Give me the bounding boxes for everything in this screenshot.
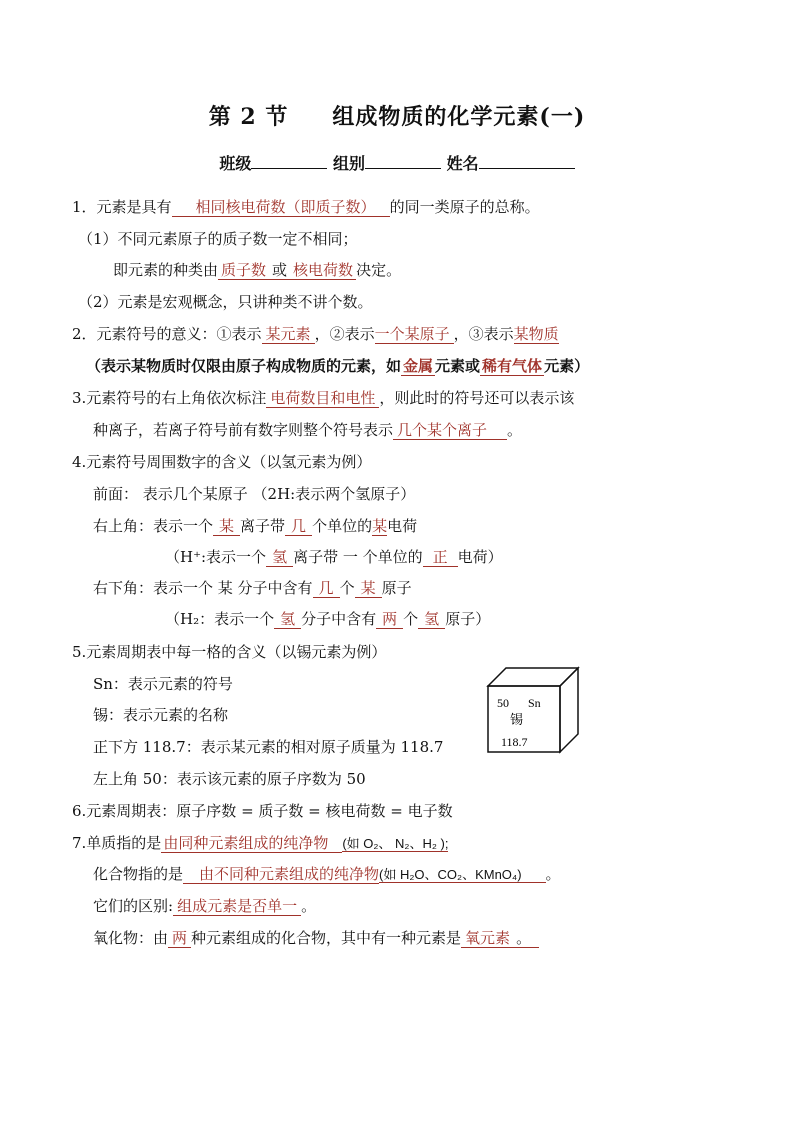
q3-text: 3.元素符号的右上角依次标注 [72,389,267,407]
q2-note-text2: 元素或 [435,357,481,375]
q4-ur-text: 右上角：表示一个 [93,517,214,535]
student-info-line [0,151,794,174]
q7-answer4: 两 [168,929,191,948]
q7-line4 [93,928,539,948]
q7-line3 [93,896,316,916]
q4-lr-text2: 个 [339,579,355,597]
q1-sub2-text: 即元素的种类由 [113,261,219,279]
q1-sub2-or: 或 [269,261,290,280]
cell-element-name: 锡 [510,713,524,728]
cell-top-face [488,668,578,686]
q7-text3: 它们的区别: [93,897,174,915]
q7-answer1: 由同种元素组成的纯净物 [161,834,342,853]
q4-ur-text2: 离子带 [240,517,286,535]
q7-answer3: 组成元素是否单一 [173,897,301,916]
q4-lr-end: 原子 [381,579,412,597]
q3-answer2: 几个某个离子 [393,421,507,440]
q7-answer2: 由不同种元素组成的纯净物 [183,865,379,884]
q5-line1: Sn：表示元素的符号 [93,675,233,693]
q4-ur-answer2: 几 [285,517,312,536]
q6-line: 6.元素周期表：原子序数 = 质子数 = 核电荷数 = 电子数 [72,802,453,820]
q2-answer2: 一个某原子 [375,325,454,344]
q7-line2-end: 。 [545,865,561,883]
cell-atomic-number: 50 [497,696,509,710]
q7-text2: 化合物指的是 [93,865,184,883]
q4-ex2-end: 原子） [445,610,491,628]
q1-text: 1．元素是具有 [72,198,172,216]
q3-line2 [93,420,522,440]
q7-line2 [93,864,561,885]
q2-text3: ，③表示 [453,325,514,343]
q4-ur-answer3: 某 [372,517,388,535]
q4-ex2-text2: 分子中含有 [301,610,377,628]
q5-line4: 左上角 50：表示该元素的原子序数为 50 [93,770,366,788]
q2-note-text: （表示某物质时仅限由原子构成物质的元素，如 [86,357,402,375]
q4-ur-end: 电荷 [387,517,418,535]
name-blank[interactable] [479,152,575,169]
q4-ex2-answer3: 氢 [418,610,445,629]
q4-front: 前面： 表示几个某原子 （2H:表示两个氢原子） [93,485,416,503]
q4-lr-text: 右下角：表示一个 某 分子中含有 [93,579,313,597]
group-blank[interactable] [365,152,441,169]
q4-ur-answer1: 某 [213,517,240,536]
q7-text: 7.单质指的是 [72,834,162,852]
q1-sub2-answer1: 质子数 [218,261,269,280]
name-label: 姓名 [446,154,479,173]
q1-sub2-end: 决定。 [356,261,402,279]
q4-ex2-answer2: 两 [376,610,403,629]
section-title: 组成物质的化学元素(一) [332,104,586,130]
q4-lr-answer1: 几 [313,579,340,598]
q4-upper-right [93,516,417,536]
q1-sub1: （1）不同元素原子的质子数一定不相同； [78,230,358,248]
q4-example1 [165,547,503,567]
q1-sub2 [113,260,401,280]
q2-text2: ，②表示 [314,325,375,343]
q4-head: 4.元素符号周围数字的含义（以氢元素为例） [72,453,372,471]
section-number: 第 2 节 [208,104,289,130]
page-title [0,100,794,131]
q5-line3: 正下方 118.7：表示某元素的相对原子质量为 118.7 [93,738,444,756]
q2-note-answer2: 稀有气体 [482,357,543,375]
q2-line [72,324,559,344]
q5-head: 5.元素周期表中每一格的含义（以锡元素为例） [72,643,387,661]
q2-note [86,356,589,376]
q4-ur-text3: 个单位的 [312,517,373,535]
q3-text2: ，则此时的符号还可以表示该 [379,389,575,407]
q4-ex1-end: 电荷） [457,548,503,566]
q7-text4: 氧化物：由 [93,929,169,947]
q2-answer3: 某物质 [513,325,559,343]
class-label: 班级 [219,154,252,173]
q7-line3-end: 。 [301,897,317,915]
q5-line2: 锡：表示元素的名称 [93,706,229,724]
q1-line [72,197,540,217]
q4-ex1-answer1: 氢 [266,548,293,567]
q3-line1 [72,388,574,408]
q7-example1: (如 O₂、 N₂、H₂ ); [342,836,449,851]
q4-ex1-answer2: 正 [423,548,458,567]
q2-note-end: 元素） [544,357,590,375]
q1-text-end: 的同一类原子的总称。 [389,198,540,216]
cell-atomic-mass: 118.7 [501,735,528,749]
q7-line4-end: 。 [514,929,539,948]
cell-side-face [560,668,578,752]
class-blank[interactable] [251,152,327,169]
q4-ex2-answer1: 氢 [274,610,301,629]
q4-ex2-text: （H₂：表示一个 [165,610,275,628]
q7-text5: 种元素组成的化合物，其中有一种元素是 [191,929,462,947]
q4-example2 [165,609,490,629]
q7-line1 [72,833,448,854]
q3-text3: 种离子，若离子符号前有数字则整个符号表示 [93,421,394,439]
q4-ex2-text3: 个 [403,610,419,628]
q3-end: 。 [507,421,523,439]
periodic-cell-diagram [486,666,580,756]
q1-sub2-answer2: 核电荷数 [290,261,356,280]
q2-text: 2．元素符号的意义：①表示 [72,325,262,343]
q1-answer: 相同核电荷数（即质子数） [172,198,390,217]
q2-answer1: 某元素 [262,325,315,344]
q7-example2: (如 H₂O、CO₂、KMnO₄) [379,867,546,883]
q3-answer1: 电荷数目和电性 [266,389,379,408]
q4-lower-right [93,578,412,598]
q1-sub3: （2）元素是宏观概念，只讲种类不讲个数。 [78,293,373,311]
q7-answer5: 氧元素 [461,929,514,948]
cell-symbol: Sn [528,696,541,710]
q2-note-answer1: 金属 [403,357,434,375]
q4-ex1-text: （H⁺:表示一个 [165,548,267,566]
group-label: 组别 [332,154,365,173]
q4-ex1-text2: 离子带 一 个单位的 [293,548,423,566]
q4-lr-answer2: 某 [355,579,382,598]
